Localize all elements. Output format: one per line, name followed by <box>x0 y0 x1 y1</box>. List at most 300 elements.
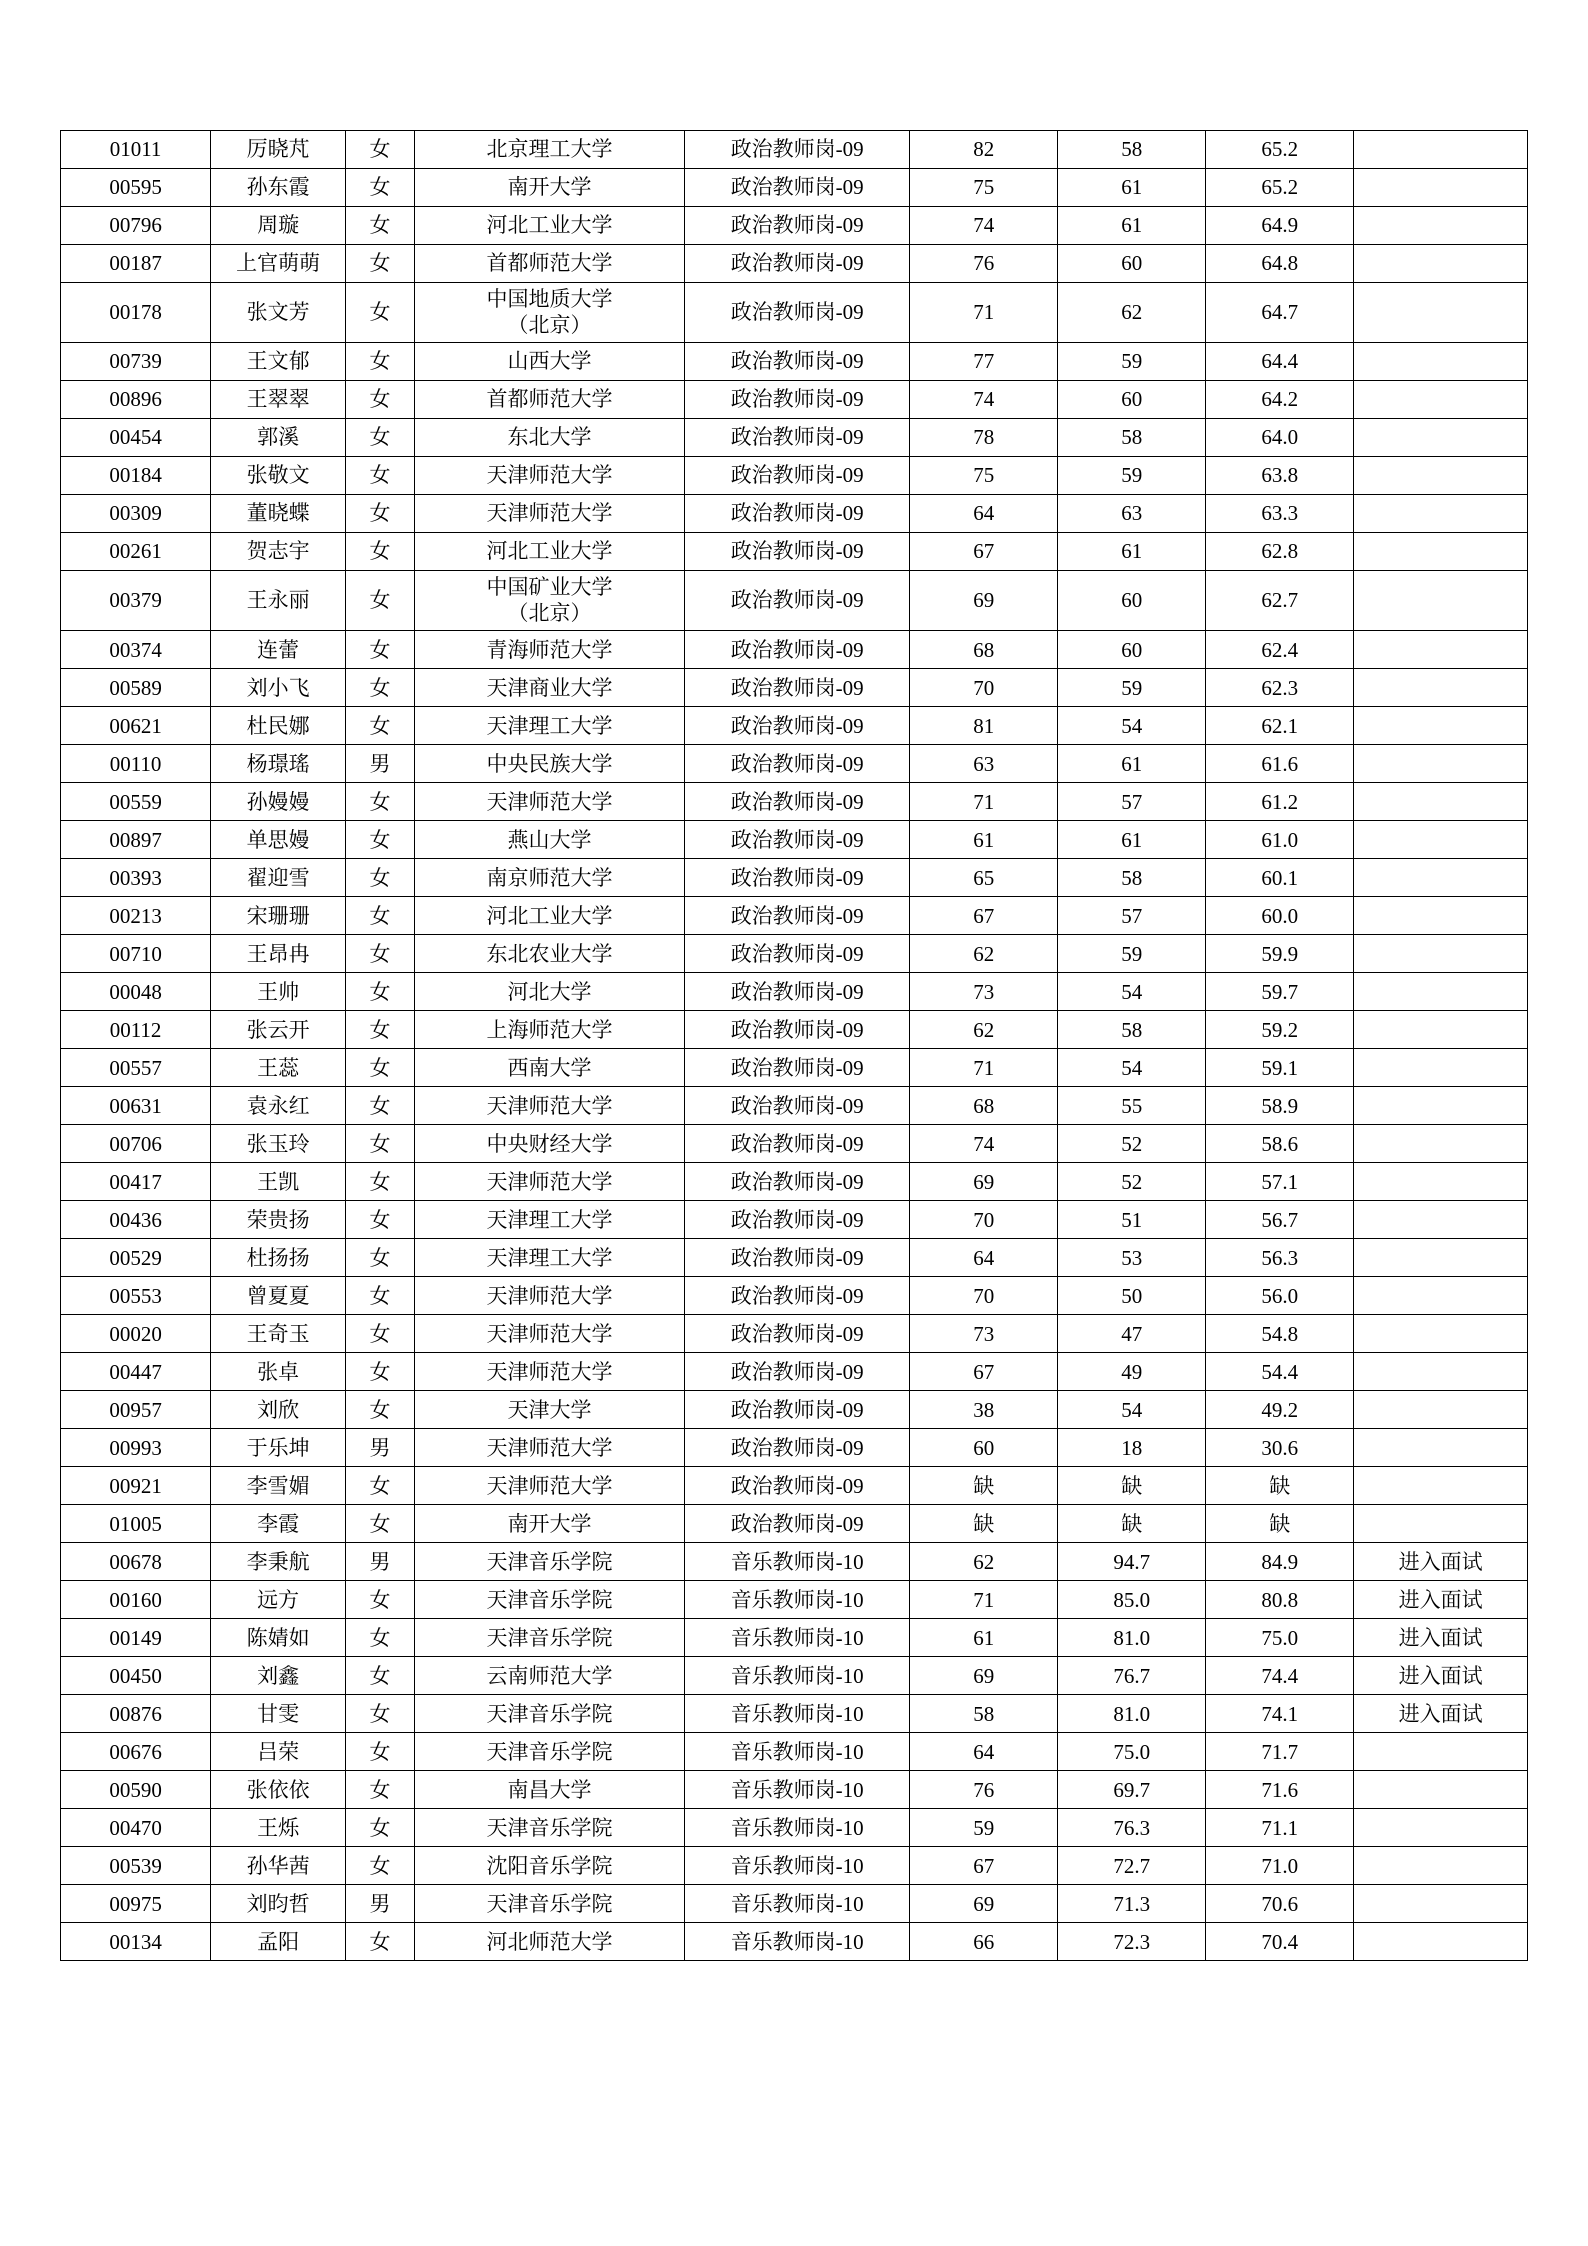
cell-professional-score: 58 <box>1058 419 1206 457</box>
cell-candidate-name: 刘昀哲 <box>211 1885 346 1923</box>
cell-school: 沈阳音乐学院 <box>414 1847 684 1885</box>
cell-post: 政治教师岗-09 <box>685 283 910 343</box>
cell-professional-score: 72.3 <box>1058 1923 1206 1961</box>
table-row <box>61 169 1528 207</box>
cell-remark <box>1354 631 1528 669</box>
table-row <box>61 935 1528 973</box>
cell-professional-score: 61 <box>1058 821 1206 859</box>
cell-post: 政治教师岗-09 <box>685 1391 910 1429</box>
cell-post: 政治教师岗-09 <box>685 1239 910 1277</box>
cell-gender: 男 <box>346 1885 415 1923</box>
table-row <box>61 1163 1528 1201</box>
cell-professional-score: 61 <box>1058 745 1206 783</box>
cell-written-score: 67 <box>910 897 1058 935</box>
cell-written-score: 74 <box>910 381 1058 419</box>
cell-total-score: 64.0 <box>1206 419 1354 457</box>
cell-application-id: 00048 <box>61 973 211 1011</box>
cell-gender: 女 <box>346 1467 415 1505</box>
cell-candidate-name: 王文郁 <box>211 343 346 381</box>
cell-candidate-name: 杜扬扬 <box>211 1239 346 1277</box>
cell-school: 河北工业大学 <box>414 533 684 571</box>
cell-application-id: 00559 <box>61 783 211 821</box>
cell-application-id: 00374 <box>61 631 211 669</box>
cell-post: 政治教师岗-09 <box>685 419 910 457</box>
cell-professional-score: 50 <box>1058 1277 1206 1315</box>
cell-candidate-name: 周璇 <box>211 207 346 245</box>
cell-application-id: 00470 <box>61 1809 211 1847</box>
cell-application-id: 00557 <box>61 1049 211 1087</box>
cell-gender: 男 <box>346 745 415 783</box>
cell-total-score: 58.9 <box>1206 1087 1354 1125</box>
cell-gender: 女 <box>346 1315 415 1353</box>
cell-professional-score: 85.0 <box>1058 1581 1206 1619</box>
cell-school: 天津音乐学院 <box>414 1581 684 1619</box>
cell-professional-score: 59 <box>1058 457 1206 495</box>
table-row <box>61 1011 1528 1049</box>
cell-written-score: 71 <box>910 1581 1058 1619</box>
cell-school: 西南大学 <box>414 1049 684 1087</box>
cell-total-score: 64.8 <box>1206 245 1354 283</box>
cell-candidate-name: 王烁 <box>211 1809 346 1847</box>
cell-total-score: 58.6 <box>1206 1125 1354 1163</box>
cell-professional-score: 18 <box>1058 1429 1206 1467</box>
table-row <box>61 1771 1528 1809</box>
cell-total-score: 71.1 <box>1206 1809 1354 1847</box>
cell-application-id: 00539 <box>61 1847 211 1885</box>
cell-remark <box>1354 169 1528 207</box>
cell-candidate-name: 陈婧如 <box>211 1619 346 1657</box>
cell-written-score: 65 <box>910 859 1058 897</box>
cell-professional-score: 60 <box>1058 381 1206 419</box>
cell-gender: 女 <box>346 131 415 169</box>
cell-school: 东北农业大学 <box>414 935 684 973</box>
cell-application-id: 00178 <box>61 283 211 343</box>
cell-gender: 男 <box>346 1429 415 1467</box>
cell-post: 音乐教师岗-10 <box>685 1695 910 1733</box>
cell-written-score: 67 <box>910 533 1058 571</box>
table-row <box>61 745 1528 783</box>
cell-total-score: 59.7 <box>1206 973 1354 1011</box>
cell-candidate-name: 孙东霞 <box>211 169 346 207</box>
cell-school: 中央财经大学 <box>414 1125 684 1163</box>
cell-remark <box>1354 1505 1528 1543</box>
cell-school: 天津音乐学院 <box>414 1695 684 1733</box>
cell-school: 天津大学 <box>414 1391 684 1429</box>
cell-gender: 男 <box>346 1543 415 1581</box>
cell-total-score: 64.4 <box>1206 343 1354 381</box>
cell-post: 政治教师岗-09 <box>685 1505 910 1543</box>
cell-total-score: 62.4 <box>1206 631 1354 669</box>
cell-school: 青海师范大学 <box>414 631 684 669</box>
cell-application-id: 00447 <box>61 1353 211 1391</box>
cell-gender: 女 <box>346 1809 415 1847</box>
cell-application-id: 00379 <box>61 571 211 631</box>
cell-candidate-name: 李霞 <box>211 1505 346 1543</box>
cell-application-id: 00590 <box>61 1771 211 1809</box>
cell-post: 音乐教师岗-10 <box>685 1733 910 1771</box>
cell-professional-score: 59 <box>1058 669 1206 707</box>
cell-total-score: 64.7 <box>1206 283 1354 343</box>
cell-gender: 女 <box>346 1695 415 1733</box>
cell-gender: 女 <box>346 1505 415 1543</box>
cell-post: 政治教师岗-09 <box>685 935 910 973</box>
cell-post: 政治教师岗-09 <box>685 1429 910 1467</box>
cell-written-score: 78 <box>910 419 1058 457</box>
table-row <box>61 207 1528 245</box>
cell-gender: 女 <box>346 1277 415 1315</box>
cell-total-score: 62.7 <box>1206 571 1354 631</box>
cell-written-score: 66 <box>910 1923 1058 1961</box>
cell-professional-score: 61 <box>1058 169 1206 207</box>
cell-remark <box>1354 935 1528 973</box>
cell-post: 政治教师岗-09 <box>685 381 910 419</box>
cell-application-id: 00993 <box>61 1429 211 1467</box>
cell-application-id: 00631 <box>61 1087 211 1125</box>
cell-gender: 女 <box>346 1087 415 1125</box>
cell-post: 政治教师岗-09 <box>685 897 910 935</box>
cell-gender: 女 <box>346 1163 415 1201</box>
cell-total-score: 61.0 <box>1206 821 1354 859</box>
table-row <box>61 283 1528 343</box>
cell-professional-score: 72.7 <box>1058 1847 1206 1885</box>
cell-application-id: 00710 <box>61 935 211 973</box>
cell-application-id: 00436 <box>61 1201 211 1239</box>
cell-written-score: 69 <box>910 1657 1058 1695</box>
cell-post: 音乐教师岗-10 <box>685 1771 910 1809</box>
cell-written-score: 63 <box>910 745 1058 783</box>
cell-written-score: 81 <box>910 707 1058 745</box>
cell-total-score: 54.4 <box>1206 1353 1354 1391</box>
table-row <box>61 1847 1528 1885</box>
cell-professional-score: 57 <box>1058 783 1206 821</box>
cell-written-score: 61 <box>910 1619 1058 1657</box>
cell-school: 天津理工大学 <box>414 1201 684 1239</box>
cell-application-id: 00184 <box>61 457 211 495</box>
cell-remark <box>1354 1087 1528 1125</box>
cell-written-score: 68 <box>910 1087 1058 1125</box>
cell-total-score: 74.4 <box>1206 1657 1354 1695</box>
cell-gender: 女 <box>346 973 415 1011</box>
cell-professional-score: 81.0 <box>1058 1619 1206 1657</box>
cell-written-score: 61 <box>910 821 1058 859</box>
cell-school: 中国地质大学 （北京） <box>414 283 684 343</box>
cell-post: 政治教师岗-09 <box>685 343 910 381</box>
table-row <box>61 1581 1528 1619</box>
cell-school: 天津师范大学 <box>414 783 684 821</box>
cell-school: 河北工业大学 <box>414 897 684 935</box>
cell-gender: 女 <box>346 419 415 457</box>
cell-gender: 女 <box>346 1581 415 1619</box>
table-row <box>61 1353 1528 1391</box>
cell-professional-score: 57 <box>1058 897 1206 935</box>
cell-remark <box>1354 707 1528 745</box>
cell-gender: 女 <box>346 707 415 745</box>
cell-candidate-name: 张依依 <box>211 1771 346 1809</box>
table-row <box>61 1087 1528 1125</box>
cell-gender: 女 <box>346 533 415 571</box>
cell-application-id: 00921 <box>61 1467 211 1505</box>
cell-school: 天津师范大学 <box>414 495 684 533</box>
cell-candidate-name: 张卓 <box>211 1353 346 1391</box>
cell-professional-score: 58 <box>1058 131 1206 169</box>
cell-gender: 女 <box>346 207 415 245</box>
cell-post: 音乐教师岗-10 <box>685 1619 910 1657</box>
cell-written-score: 69 <box>910 1885 1058 1923</box>
cell-application-id: 00261 <box>61 533 211 571</box>
cell-remark: 进入面试 <box>1354 1695 1528 1733</box>
cell-application-id: 00134 <box>61 1923 211 1961</box>
cell-remark <box>1354 457 1528 495</box>
table-row <box>61 1543 1528 1581</box>
table-row <box>61 1201 1528 1239</box>
cell-total-score: 缺 <box>1206 1467 1354 1505</box>
cell-professional-score: 47 <box>1058 1315 1206 1353</box>
cell-candidate-name: 荣贵扬 <box>211 1201 346 1239</box>
table-row <box>61 1391 1528 1429</box>
cell-post: 政治教师岗-09 <box>685 1277 910 1315</box>
cell-remark <box>1354 1049 1528 1087</box>
cell-gender: 女 <box>346 245 415 283</box>
cell-school: 天津音乐学院 <box>414 1885 684 1923</box>
cell-school: 燕山大学 <box>414 821 684 859</box>
table-row <box>61 1049 1528 1087</box>
cell-written-score: 68 <box>910 631 1058 669</box>
cell-candidate-name: 孙嫚嫚 <box>211 783 346 821</box>
cell-candidate-name: 杨璟瑤 <box>211 745 346 783</box>
cell-school: 河北师范大学 <box>414 1923 684 1961</box>
cell-post: 政治教师岗-09 <box>685 207 910 245</box>
cell-gender: 女 <box>346 1239 415 1277</box>
cell-school: 天津理工大学 <box>414 707 684 745</box>
cell-post: 政治教师岗-09 <box>685 1163 910 1201</box>
cell-professional-score: 55 <box>1058 1087 1206 1125</box>
cell-professional-score: 59 <box>1058 343 1206 381</box>
cell-professional-score: 94.7 <box>1058 1543 1206 1581</box>
cell-gender: 女 <box>346 1125 415 1163</box>
cell-professional-score: 52 <box>1058 1125 1206 1163</box>
cell-candidate-name: 曾夏夏 <box>211 1277 346 1315</box>
cell-post: 音乐教师岗-10 <box>685 1847 910 1885</box>
cell-remark <box>1354 343 1528 381</box>
cell-remark <box>1354 973 1528 1011</box>
cell-written-score: 76 <box>910 1771 1058 1809</box>
cell-candidate-name: 吕荣 <box>211 1733 346 1771</box>
cell-written-score: 73 <box>910 1315 1058 1353</box>
cell-candidate-name: 张玉玲 <box>211 1125 346 1163</box>
cell-post: 音乐教师岗-10 <box>685 1885 910 1923</box>
cell-school: 天津师范大学 <box>414 457 684 495</box>
cell-remark <box>1354 783 1528 821</box>
cell-total-score: 30.6 <box>1206 1429 1354 1467</box>
cell-gender: 女 <box>346 1049 415 1087</box>
cell-candidate-name: 连蕾 <box>211 631 346 669</box>
table-row <box>61 571 1528 631</box>
cell-written-score: 62 <box>910 1011 1058 1049</box>
cell-total-score: 56.0 <box>1206 1277 1354 1315</box>
cell-total-score: 70.4 <box>1206 1923 1354 1961</box>
table-row <box>61 245 1528 283</box>
cell-candidate-name: 贺志宇 <box>211 533 346 571</box>
cell-gender: 女 <box>346 1201 415 1239</box>
cell-school: 首都师范大学 <box>414 245 684 283</box>
cell-written-score: 70 <box>910 1277 1058 1315</box>
cell-school: 上海师范大学 <box>414 1011 684 1049</box>
cell-post: 政治教师岗-09 <box>685 495 910 533</box>
cell-remark <box>1354 897 1528 935</box>
cell-written-score: 缺 <box>910 1467 1058 1505</box>
cell-remark <box>1354 1391 1528 1429</box>
cell-remark <box>1354 1277 1528 1315</box>
cell-gender: 女 <box>346 1011 415 1049</box>
cell-candidate-name: 张敬文 <box>211 457 346 495</box>
cell-application-id: 01011 <box>61 131 211 169</box>
cell-written-score: 缺 <box>910 1505 1058 1543</box>
cell-school: 天津音乐学院 <box>414 1733 684 1771</box>
table-row <box>61 631 1528 669</box>
cell-total-score: 57.1 <box>1206 1163 1354 1201</box>
cell-application-id: 00678 <box>61 1543 211 1581</box>
cell-gender: 女 <box>346 343 415 381</box>
cell-gender: 女 <box>346 1657 415 1695</box>
cell-application-id: 00553 <box>61 1277 211 1315</box>
cell-gender: 女 <box>346 897 415 935</box>
cell-remark <box>1354 283 1528 343</box>
cell-post: 政治教师岗-09 <box>685 859 910 897</box>
cell-remark <box>1354 533 1528 571</box>
cell-post: 政治教师岗-09 <box>685 745 910 783</box>
cell-total-score: 61.2 <box>1206 783 1354 821</box>
cell-written-score: 71 <box>910 783 1058 821</box>
cell-remark <box>1354 669 1528 707</box>
cell-candidate-name: 上官萌萌 <box>211 245 346 283</box>
cell-remark <box>1354 245 1528 283</box>
cell-total-score: 74.1 <box>1206 1695 1354 1733</box>
cell-remark <box>1354 1847 1528 1885</box>
cell-candidate-name: 郭溪 <box>211 419 346 457</box>
cell-written-score: 58 <box>910 1695 1058 1733</box>
candidate-score-table <box>60 130 1528 1961</box>
cell-remark: 进入面试 <box>1354 1619 1528 1657</box>
cell-written-score: 64 <box>910 1733 1058 1771</box>
table-row <box>61 1657 1528 1695</box>
cell-remark <box>1354 419 1528 457</box>
cell-professional-score: 71.3 <box>1058 1885 1206 1923</box>
cell-written-score: 67 <box>910 1353 1058 1391</box>
cell-total-score: 63.3 <box>1206 495 1354 533</box>
table-row <box>61 669 1528 707</box>
cell-written-score: 59 <box>910 1809 1058 1847</box>
cell-remark <box>1354 1315 1528 1353</box>
cell-school: 天津师范大学 <box>414 1353 684 1391</box>
cell-application-id: 00676 <box>61 1733 211 1771</box>
cell-application-id: 00897 <box>61 821 211 859</box>
cell-remark <box>1354 1353 1528 1391</box>
cell-application-id: 00896 <box>61 381 211 419</box>
table-row <box>61 973 1528 1011</box>
cell-gender: 女 <box>346 571 415 631</box>
cell-school: 中国矿业大学 （北京） <box>414 571 684 631</box>
cell-post: 政治教师岗-09 <box>685 1049 910 1087</box>
cell-professional-score: 59 <box>1058 935 1206 973</box>
cell-candidate-name: 厉晓芃 <box>211 131 346 169</box>
cell-written-score: 70 <box>910 669 1058 707</box>
cell-total-score: 59.1 <box>1206 1049 1354 1087</box>
cell-written-score: 60 <box>910 1429 1058 1467</box>
cell-post: 政治教师岗-09 <box>685 169 910 207</box>
cell-post: 政治教师岗-09 <box>685 533 910 571</box>
cell-school: 天津师范大学 <box>414 1277 684 1315</box>
cell-application-id: 00309 <box>61 495 211 533</box>
cell-candidate-name: 宋珊珊 <box>211 897 346 935</box>
cell-candidate-name: 李雪媚 <box>211 1467 346 1505</box>
table-row <box>61 1695 1528 1733</box>
cell-candidate-name: 张云开 <box>211 1011 346 1049</box>
table-row <box>61 821 1528 859</box>
cell-written-score: 64 <box>910 1239 1058 1277</box>
cell-written-score: 74 <box>910 1125 1058 1163</box>
cell-post: 音乐教师岗-10 <box>685 1809 910 1847</box>
cell-professional-score: 61 <box>1058 533 1206 571</box>
cell-written-score: 64 <box>910 495 1058 533</box>
cell-post: 音乐教师岗-10 <box>685 1923 910 1961</box>
cell-candidate-name: 远方 <box>211 1581 346 1619</box>
cell-post: 政治教师岗-09 <box>685 571 910 631</box>
cell-total-score: 65.2 <box>1206 131 1354 169</box>
cell-gender: 女 <box>346 381 415 419</box>
cell-gender: 女 <box>346 1923 415 1961</box>
cell-remark: 进入面试 <box>1354 1581 1528 1619</box>
cell-school: 天津音乐学院 <box>414 1809 684 1847</box>
cell-professional-score: 60 <box>1058 245 1206 283</box>
cell-school: 南开大学 <box>414 169 684 207</box>
table-row <box>61 1125 1528 1163</box>
cell-gender: 女 <box>346 1353 415 1391</box>
cell-candidate-name: 刘小飞 <box>211 669 346 707</box>
cell-candidate-name: 王帅 <box>211 973 346 1011</box>
cell-professional-score: 53 <box>1058 1239 1206 1277</box>
cell-gender: 女 <box>346 1771 415 1809</box>
cell-total-score: 71.7 <box>1206 1733 1354 1771</box>
cell-professional-score: 69.7 <box>1058 1771 1206 1809</box>
cell-application-id: 00110 <box>61 745 211 783</box>
cell-professional-score: 62 <box>1058 283 1206 343</box>
cell-candidate-name: 孙华茜 <box>211 1847 346 1885</box>
table-row <box>61 1467 1528 1505</box>
cell-post: 音乐教师岗-10 <box>685 1657 910 1695</box>
cell-candidate-name: 王蕊 <box>211 1049 346 1087</box>
cell-total-score: 65.2 <box>1206 169 1354 207</box>
cell-written-score: 82 <box>910 131 1058 169</box>
cell-candidate-name: 王凯 <box>211 1163 346 1201</box>
cell-post: 政治教师岗-09 <box>685 1201 910 1239</box>
table-row <box>61 1315 1528 1353</box>
cell-school: 中央民族大学 <box>414 745 684 783</box>
cell-written-score: 74 <box>910 207 1058 245</box>
cell-written-score: 76 <box>910 245 1058 283</box>
table-row <box>61 495 1528 533</box>
cell-remark <box>1354 1771 1528 1809</box>
cell-gender: 女 <box>346 1733 415 1771</box>
cell-candidate-name: 王永丽 <box>211 571 346 631</box>
cell-total-score: 60.0 <box>1206 897 1354 935</box>
cell-written-score: 71 <box>910 1049 1058 1087</box>
cell-gender: 女 <box>346 1391 415 1429</box>
cell-remark <box>1354 207 1528 245</box>
cell-professional-score: 76.3 <box>1058 1809 1206 1847</box>
cell-school: 河北大学 <box>414 973 684 1011</box>
cell-total-score: 71.0 <box>1206 1847 1354 1885</box>
table-row <box>61 1429 1528 1467</box>
